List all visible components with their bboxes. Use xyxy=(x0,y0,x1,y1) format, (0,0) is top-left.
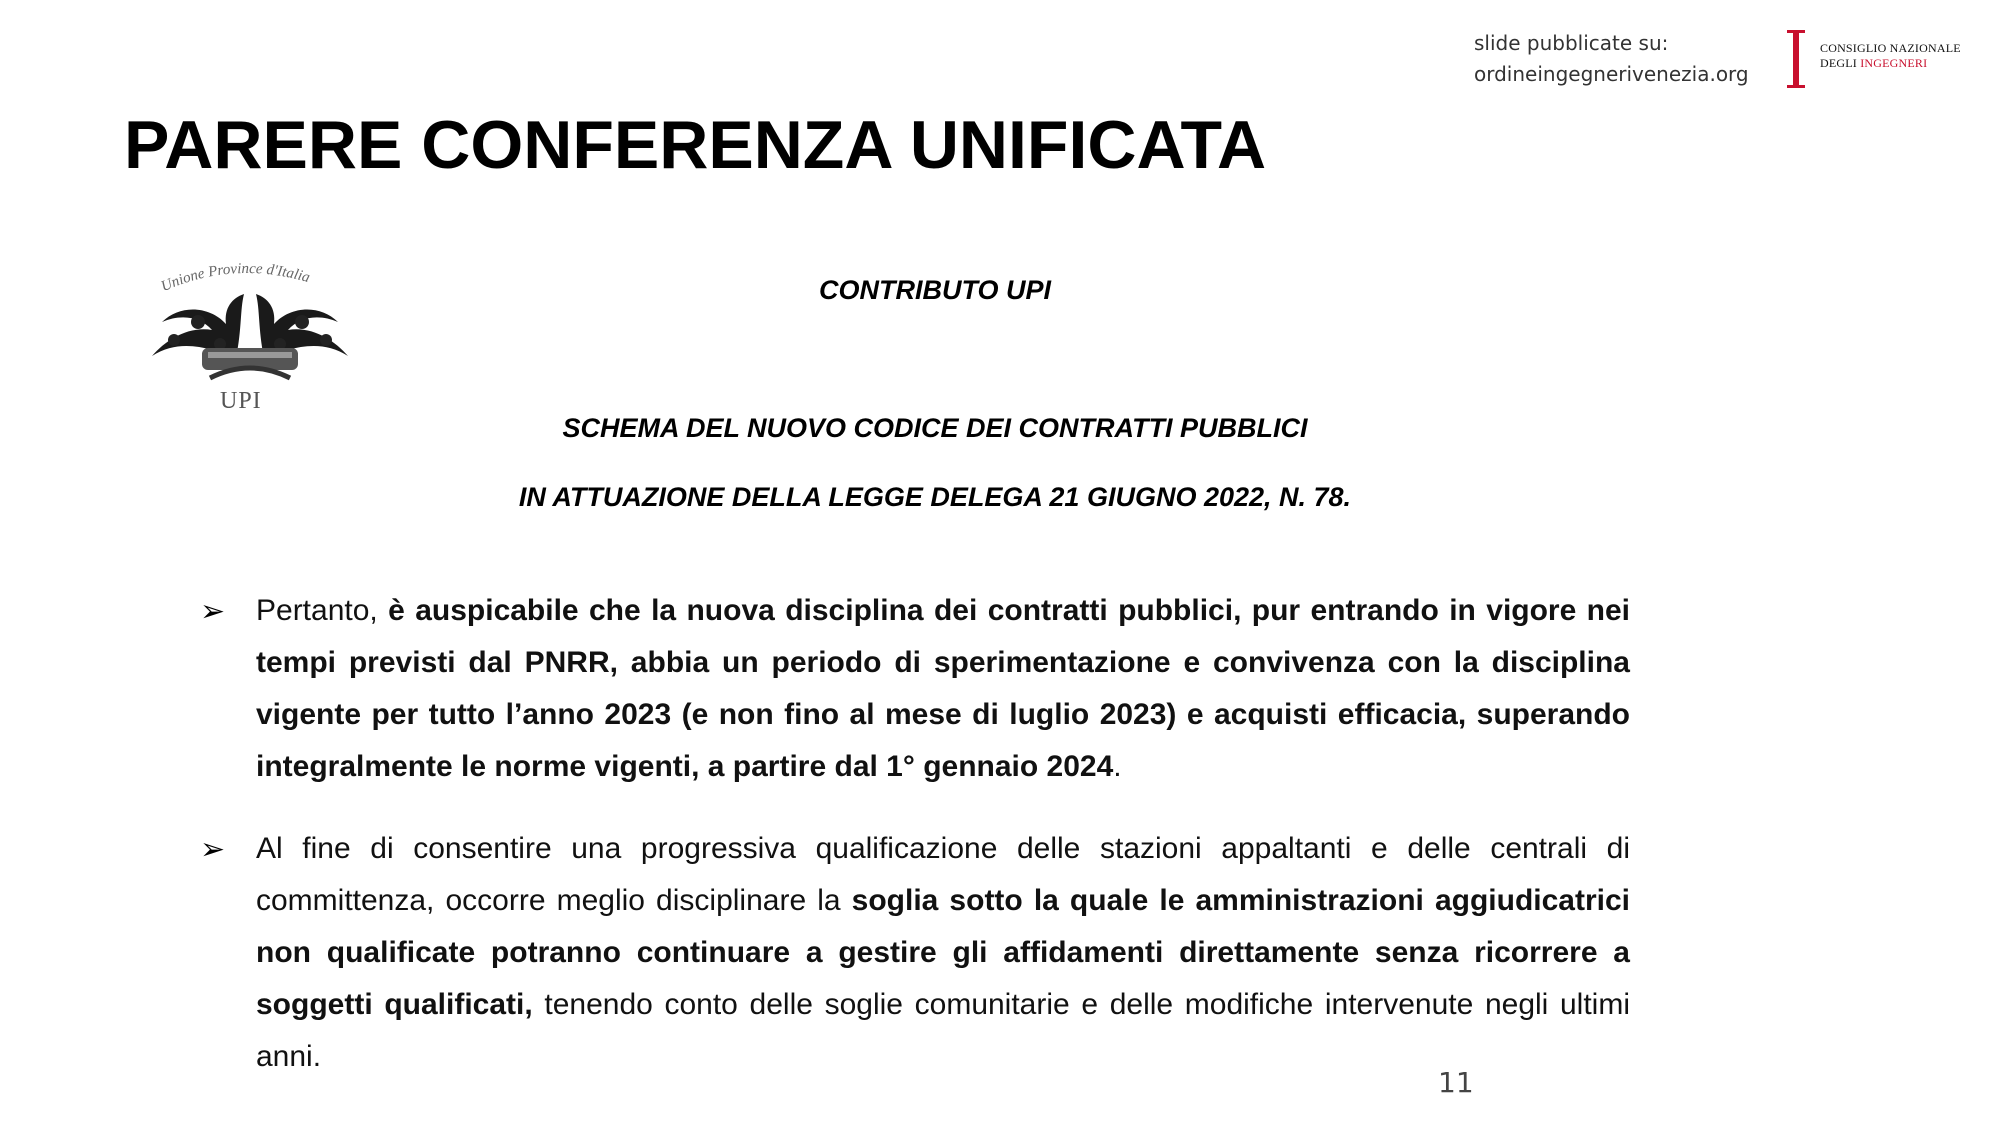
arrowhead-bullet-icon: ➢ xyxy=(200,832,226,867)
bullet-tail: tenendo conto delle soglie comunitarie e delle modifiche intervenute negli ultimi anni. xyxy=(256,988,1631,1073)
bullet-bold: è auspicabile che la nuova disciplina dei contratti pubblici, pur entrando in vigore nei tempi previsti dal PNRR, abbia un periodo di sperimentazione e convivenza con la disciplina vigente per tutto l’anno 2023 (e non fino al mese di luglio 2023) e acquisti efficacia, superando integralmente le norme vigenti, a partire dal 1° gennaio 2024 xyxy=(256,594,1631,783)
upi-logo-label: UPI xyxy=(220,388,262,414)
bullet-tail: . xyxy=(1113,750,1122,783)
document-heading: CONTRIBUTO UPI xyxy=(818,275,1051,305)
bullet-text xyxy=(256,585,1630,793)
bullet-bold: soglia sotto la quale le amministrazioni aggiudicatrici non qualificate potranno continuare a gestire gli affidamenti direttamente senza ricorrere a soggetti qualificati, xyxy=(256,884,1630,1021)
source-note-label: slide pubblicate su: xyxy=(1474,31,1669,55)
bullet-text xyxy=(256,823,1630,1083)
cni-logo-line1: CONSIGLIO NAZIONALE xyxy=(1820,41,1961,55)
document-subheading-attuazione: IN ATTUAZIONE DELLA LEGGE DELEGA 21 GIUGNO 2022, N. 78. xyxy=(518,482,1352,512)
slide-title: PARERE CONFERENZA UNIFICATA xyxy=(124,107,1267,183)
list-item xyxy=(200,823,1630,1083)
cni-logo-mark-icon xyxy=(1784,28,1808,90)
document-bullet-list xyxy=(200,585,1630,1113)
cni-logo-line2-prefix: DEGLI xyxy=(1820,56,1861,70)
bullet-lead: Pertanto, xyxy=(256,594,389,627)
cni-logo-line2 xyxy=(1820,56,1961,71)
upi-logo-arc-text: Unione Province d'Italia xyxy=(158,260,312,296)
cni-logo-text xyxy=(1820,41,1961,71)
cni-logo-line2-accent: INGEGNERI xyxy=(1860,56,1928,70)
list-item xyxy=(200,585,1630,793)
document-subheading-schema: SCHEMA DEL NUOVO CODICE DEI CONTRATTI PUBBLICI xyxy=(562,413,1308,443)
arrowhead-bullet-icon: ➢ xyxy=(200,594,226,629)
page-number: 11 xyxy=(1438,1066,1474,1099)
source-note xyxy=(1474,28,1749,90)
cni-logo xyxy=(1784,28,1974,92)
bullet-lead: Al fine di consentire una progressiva qualificazione delle stazioni appaltanti e delle centrali di committenza, occorre meglio disciplinare la xyxy=(256,832,1630,917)
source-note-url: ordineingegnerivenezia.org xyxy=(1474,62,1749,86)
